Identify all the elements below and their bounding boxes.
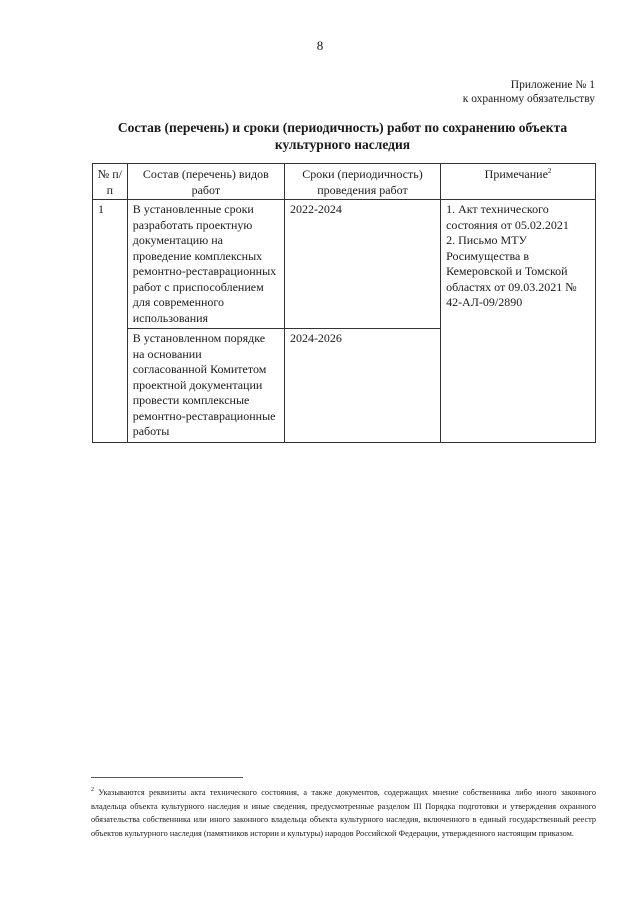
note-line-1: 1. Акт технического состояния от 05.02.2021 <box>446 202 569 232</box>
page-number: 8 <box>316 38 324 53</box>
footnote <box>91 786 596 840</box>
annex-line-1: Приложение № 1 <box>510 79 595 91</box>
annex-reference <box>463 78 595 106</box>
table-row <box>93 200 596 329</box>
row-note <box>441 200 596 443</box>
row-works: В установленном порядке на основании согласованной Комитетом проектной документации провести комплексные ремонтно-реставрационные работы <box>127 329 284 443</box>
note-line-2: 2. Письмо МТУ Росимущества в Кемеровской и Томской областях от 09.03.2021 № 42-АЛ-09/2890 <box>446 233 577 309</box>
header-note <box>441 164 596 200</box>
header-note-label: Примечание <box>484 167 548 181</box>
footnote-number: 2 <box>91 787 94 794</box>
works-table <box>92 163 596 443</box>
annex-line-2: к охранному обязательству <box>462 93 595 105</box>
footnote-text: Указываются реквизиты акта технического состояния, а также документов, содержащих мнение собственника либо иного законного владельца объекта культурного наследия и иные сведения, предусмотренные разделом III Порядка подготовки и утверждения охранного обязательства собственника или иного законного владельца объекта культурного наследия, включенного в единый государственный реестр объектов культурного наследия (памятников истории и культуры) народов Российской Федерации, утвержденного настоящим приказом. <box>91 788 596 838</box>
row-terms: 2024-2026 <box>284 329 440 443</box>
row-num: 1 <box>93 200 128 443</box>
header-works: Состав (перечень) видов работ <box>127 164 284 200</box>
footnote-divider <box>91 777 243 778</box>
footnote-ref: 2 <box>547 167 552 175</box>
row-works: В установленные сроки разработать проектную документацию на проведение комплексных ремонтно-реставрационных работ с приспособлением для современного использования <box>127 200 284 329</box>
header-num: № п/п <box>93 164 128 200</box>
header-terms: Сроки (периодичность) проведения работ <box>284 164 440 200</box>
row-terms: 2022-2024 <box>284 200 440 329</box>
document-title: Состав (перечень) и сроки (периодичность) работ по сохранению объекта культурного наследия <box>117 120 568 152</box>
table-header-row <box>93 164 596 200</box>
